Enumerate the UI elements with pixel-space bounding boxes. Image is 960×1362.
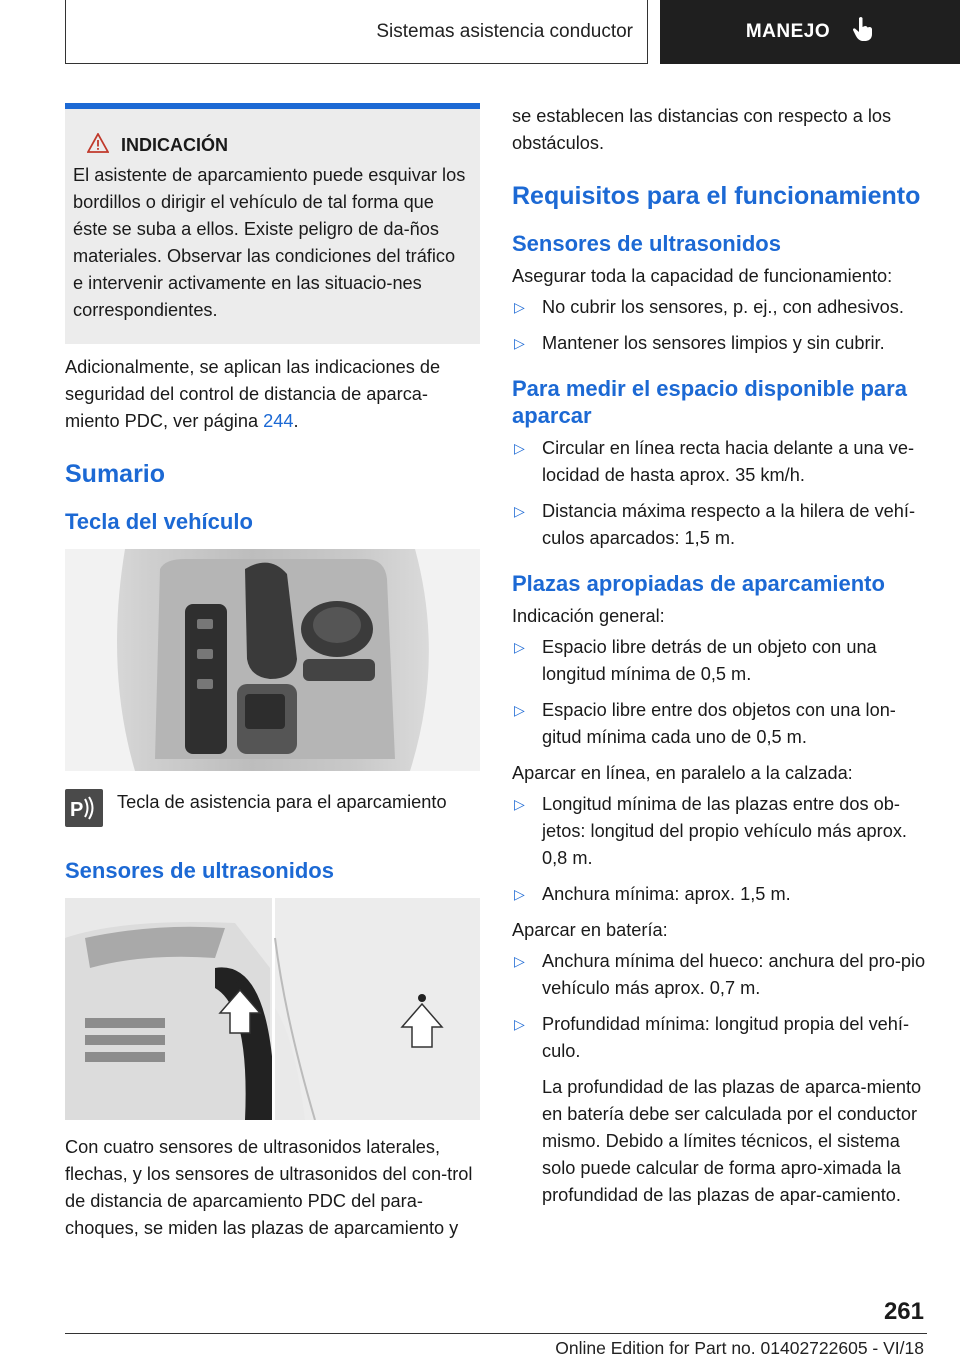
list-item-text: Circular en línea recta hacia delante a una ve-locidad de hasta aprox. 35 km/h. <box>542 438 915 485</box>
bullet-triangle-icon: ▷ <box>514 440 525 456</box>
list-linea <box>512 791 928 908</box>
list-item-text: Espacio libre entre dos objetos con una lon-gitud mínima cada uno de 0,5 m. <box>542 700 896 747</box>
text-general: Indicación general: <box>512 606 665 626</box>
list-general <box>512 634 928 751</box>
footer-divider <box>65 1333 927 1334</box>
page-number: 261 <box>883 1298 924 1325</box>
sensors-photo <box>65 898 480 1120</box>
right-column <box>512 103 928 1209</box>
header-chapter[interactable] <box>660 0 960 64</box>
header-section <box>65 0 648 64</box>
pdc-reference-text: Adicionalmente, se aplican las indicaciones de seguridad del control de distancia de aparca-miento PDC, ver página <box>65 357 441 431</box>
list-bateria <box>512 948 928 1065</box>
list-item <box>512 498 928 552</box>
bullet-triangle-icon: ▷ <box>514 953 525 969</box>
warning-box <box>65 103 480 344</box>
hand-pointer-icon <box>852 16 874 48</box>
list-item <box>512 634 928 688</box>
bullet-triangle-icon: ▷ <box>514 639 525 655</box>
pdc-reference-paragraph <box>65 354 480 435</box>
text-bateria: Aparcar en batería: <box>512 920 668 940</box>
text-linea: Aparcar en línea, en paralelo a la calzada: <box>512 763 853 783</box>
warning-title <box>87 133 466 158</box>
list-item <box>512 435 928 489</box>
pdc-reference-end: . <box>293 411 299 431</box>
header-chapter-title: MANEJO <box>745 21 831 42</box>
heading-sensores-left: Sensores de ultrasonidos <box>65 858 334 883</box>
list-item-text: Anchura mínima del hueco: anchura del pro-pio vehículo más aprox. 0,7 m. <box>542 951 926 998</box>
svg-text:P: P <box>70 799 84 821</box>
header-section-title: Sistemas asistencia conductor <box>376 20 633 42</box>
left-column <box>65 103 480 1242</box>
list-item <box>512 1011 928 1065</box>
console-illustration <box>65 549 480 771</box>
key-caption-text: Tecla de asistencia para el aparcamiento <box>117 792 447 812</box>
list-item-text: Distancia máxima respecto a la hilera de vehí-culos aparcados: 1,5 m. <box>542 501 916 548</box>
list-sensores <box>512 294 928 357</box>
footer-edition: Online Edition for Part no. 01402722605 - VI/18 <box>555 1338 924 1358</box>
console-photo <box>65 549 480 771</box>
bullet-triangle-icon: ▷ <box>514 1016 525 1032</box>
list-item-text: Mantener los sensores limpios y sin cubrir. <box>542 333 885 353</box>
key-caption <box>65 789 480 827</box>
continued-paragraph: se establecen las distancias con respecto a los obstáculos. <box>512 106 892 153</box>
bullet-triangle-icon: ▷ <box>514 299 525 315</box>
parking-assist-key-icon <box>65 789 103 827</box>
warning-triangle-icon <box>87 133 109 158</box>
heading-medir: Para medir el espacio disponible para aparcar <box>512 376 907 428</box>
list-item <box>512 948 928 1002</box>
list-item-text: Anchura mínima: aprox. 1,5 m. <box>542 884 791 904</box>
list-item-text: Profundidad mínima: longitud propia del vehí-culo. <box>542 1014 910 1061</box>
bullet-triangle-icon: ▷ <box>514 796 525 812</box>
page-link-244[interactable]: 244 <box>263 411 294 431</box>
heading-sensores-right: Sensores de ultrasonidos <box>512 231 781 256</box>
heading-requisitos: Requisitos para el funcionamiento <box>512 182 921 210</box>
bullet-triangle-icon: ▷ <box>514 335 525 351</box>
heading-sumario: Sumario <box>65 460 166 488</box>
list-item-text: Longitud mínima de las plazas entre dos ob-jetos: longitud del propio vehículo más aprox. 0,8 m. <box>542 794 907 868</box>
bullet-triangle-icon: ▷ <box>514 886 525 902</box>
list-item-text: No cubrir los sensores, p. ej., con adhesivos. <box>542 297 904 317</box>
list-item <box>512 791 928 872</box>
heading-tecla-vehiculo: Tecla del vehículo <box>65 509 253 534</box>
list-item <box>512 294 928 321</box>
list-item <box>512 881 928 908</box>
text-asegurar: Asegurar toda la capacidad de funcionamiento: <box>512 266 893 286</box>
list-item <box>512 330 928 357</box>
bateria-note: La profundidad de las plazas de aparca-miento en batería debe ser calculada por el conductor mismo. Debido a límites técnicos, el sistema solo puede calcular de forma apro-ximada la profundidad de las plazas de apar-camiento. <box>542 1077 922 1205</box>
bullet-triangle-icon: ▷ <box>514 702 525 718</box>
warning-text: El asistente de aparcamiento puede esquivar los bordillos o dirigir el vehículo de tal forma que éste se suba a ellos. Existe peligro de da-ños materiales. Observar las condiciones del tráfico e intervenir activamente en las situacio-nes correspondientes. <box>73 165 466 320</box>
warning-title-text: INDICACIÓN <box>121 135 228 155</box>
list-medir <box>512 435 928 552</box>
heading-plazas: Plazas apropiadas de aparcamiento <box>512 571 885 596</box>
list-item-text: Espacio libre detrás de un objeto con una longitud mínima de 0,5 m. <box>542 637 877 684</box>
sensors-illustration <box>65 898 480 1120</box>
sensors-paragraph: Con cuatro sensores de ultrasonidos laterales, flechas, y los sensores de ultrasonidos del con-trol de distancia de aparcamiento PDC del para-choques, se miden las plazas de aparcamiento y <box>65 1137 473 1238</box>
bullet-triangle-icon: ▷ <box>514 503 525 519</box>
list-item <box>512 697 928 751</box>
